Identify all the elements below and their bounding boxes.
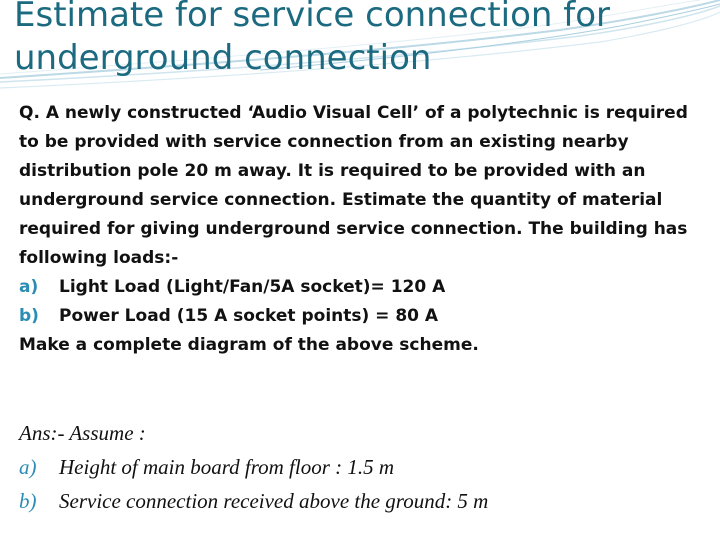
question-block: [19, 99, 709, 360]
load-item-marker: a): [19, 277, 39, 297]
answer-intro: Ans:- Assume :: [19, 421, 146, 445]
load-item-a: [19, 273, 709, 302]
title-line-1: Estimate for service connection for: [14, 0, 611, 35]
closing-instruction: Make a complete diagram of the above scheme.: [19, 335, 479, 355]
load-item-b: [19, 302, 709, 331]
assumption-item-a: [19, 450, 709, 484]
assumption-item-b: [19, 484, 709, 518]
load-item-marker: b): [19, 306, 39, 326]
load-item-text: Light Load (Light/Fan/5A socket)= 120 A: [59, 277, 446, 297]
question-text: Q. A newly constructed ‘Audio Visual Cell’ of a polytechnic is required to be provided with service connection from an existing nearby distribution pole 20 m away. It is required to be provided with an underground service connection. Estimate the quantity of material required for giving underground service connection. The building has following loads:-: [19, 103, 688, 268]
assumption-marker: b): [19, 489, 37, 513]
assumption-marker: a): [19, 455, 37, 479]
answer-block: [19, 416, 709, 518]
load-item-text: Power Load (15 A socket points) = 80 A: [59, 306, 439, 326]
assumption-text: Height of main board from floor : 1.5 m: [59, 455, 395, 479]
slide-title: [14, 0, 714, 80]
title-line-2: underground connection: [14, 38, 432, 78]
assumption-text: Service connection received above the ground: 5 m: [59, 489, 489, 513]
